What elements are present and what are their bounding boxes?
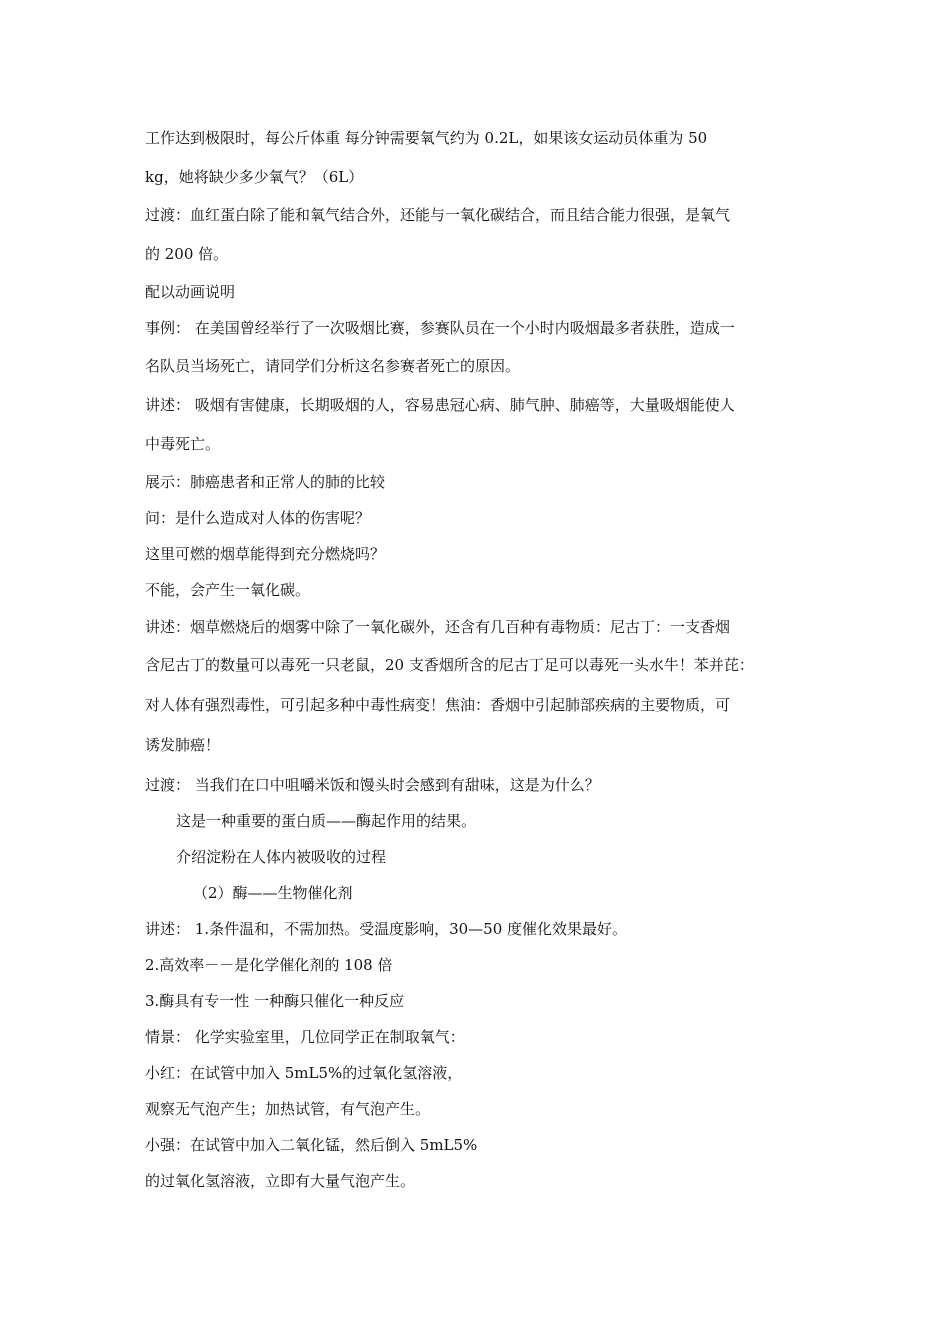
text-line: 讲述：烟草燃烧后的烟雾中除了一氧化碳外，还含有几百种有毒物质：尼古丁：一支香烟 <box>145 618 731 636</box>
text-line: 的 200 倍。 <box>145 245 229 263</box>
text-line: 诱发肺癌！ <box>145 736 221 754</box>
section-heading: （2）酶——生物催化剂 <box>193 884 353 902</box>
text-line: 不能，会产生一氧化碳。 <box>145 581 311 599</box>
text-line: 2.高效率－－是化学催化剂的 108 倍 <box>145 956 393 974</box>
text-line: 过渡：血红蛋白除了能和氧气结合外，还能与一氧化碳结合，而且结合能力很强，是氧气 <box>145 206 731 224</box>
text-line: 配以动画说明 <box>145 283 236 301</box>
text-line: 介绍淀粉在人体内被吸收的过程 <box>176 848 387 866</box>
text-line: 展示：肺癌患者和正常人的肺的比较 <box>145 473 386 491</box>
text-line: 问：是什么造成对人体的伤害呢？ <box>145 509 371 527</box>
text-line: 对人体有强烈毒性，可引起多种中毒性病变！焦油：香烟中引起肺部疾病的主要物质，可 <box>145 696 731 714</box>
text-line: 的过氧化氢溶液，立即有大量气泡产生。 <box>145 1172 416 1190</box>
text-line: 情景： 化学实验室里，几位同学正在制取氧气： <box>145 1028 465 1046</box>
text-line: 3.酶具有专一性 一种酶只催化一种反应 <box>145 992 405 1010</box>
text-line: 事例： 在美国曾经举行了一次吸烟比赛，参赛队员在一个小时内吸烟最多者获胜，造成一 <box>145 319 735 337</box>
text-line: 中毒死亡。 <box>145 435 221 453</box>
text-line: 名队员当场死亡，请同学们分析这名参赛者死亡的原因。 <box>145 357 521 375</box>
text-line: kg，她将缺少多少氧气？（6L） <box>145 168 364 186</box>
text-line: 小强：在试管中加入二氧化锰，然后倒入 5mL5% <box>145 1136 478 1154</box>
text-line: 这是一种重要的蛋白质——酶起作用的结果。 <box>176 812 477 830</box>
text-line: 观察无气泡产生；加热试管，有气泡产生。 <box>145 1100 431 1118</box>
text-line: 过渡： 当我们在口中咀嚼米饭和馒头时会感到有甜味，这是为什么？ <box>145 776 600 794</box>
text-line: 讲述： 吸烟有害健康，长期吸烟的人，容易患冠心病、肺气肿、肺癌等，大量吸烟能使人 <box>145 396 735 414</box>
text-line: 工作达到极限时，每公斤体重 每分钟需要氧气约为 0.2L，如果该女运动员体重为 50 <box>145 129 708 147</box>
text-line: 这里可燃的烟草能得到充分燃烧吗？ <box>145 545 386 563</box>
text-line: 含尼古丁的数量可以毒死一只老鼠，20 支香烟所含的尼古丁足可以毒死一头水牛！苯并芘： <box>145 656 754 674</box>
text-line: 小红：在试管中加入 5mL5%的过氧化氢溶液， <box>145 1064 463 1082</box>
text-line: 讲述： 1.条件温和，不需加热。受温度影响，30—50 度催化效果最好。 <box>145 920 628 938</box>
